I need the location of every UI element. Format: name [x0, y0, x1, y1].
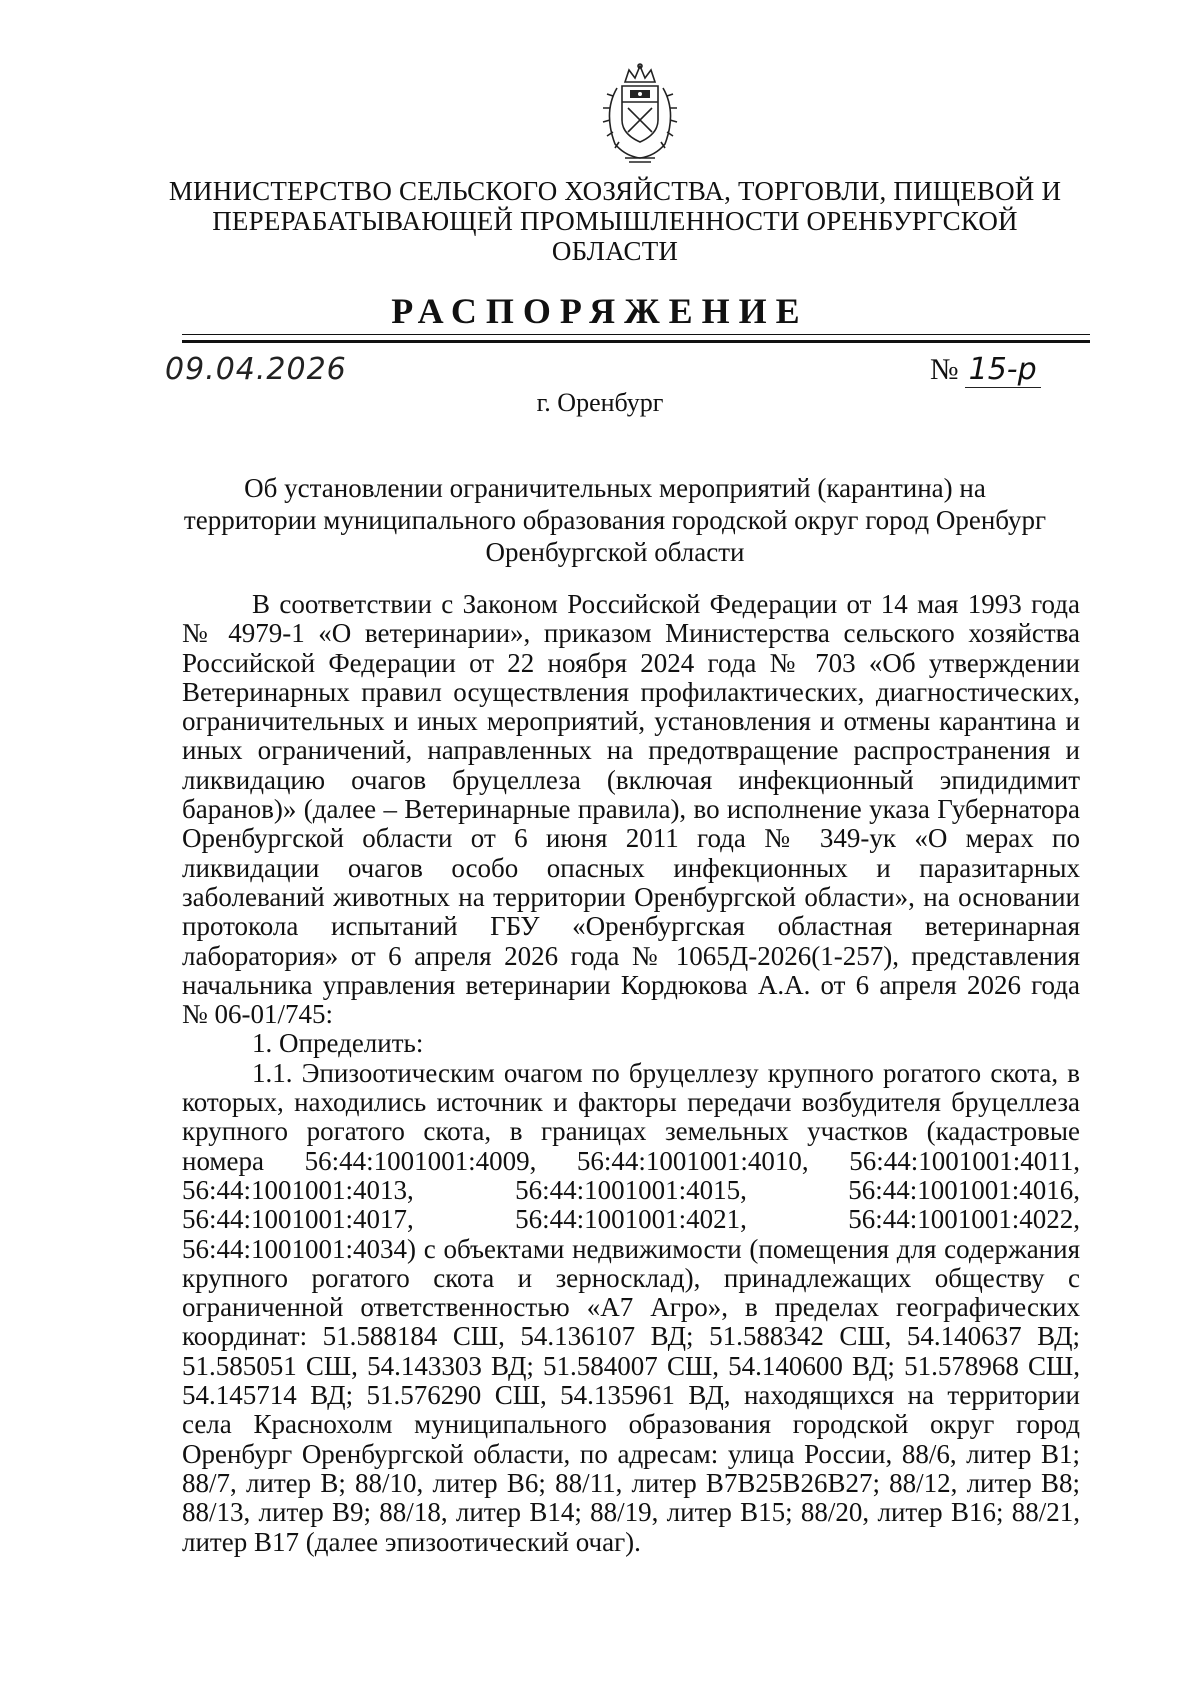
document-type-heading: РАСПОРЯЖЕНИЕ — [391, 291, 809, 331]
document-body — [182, 590, 1080, 1557]
subject-line: территории муниципального образования городской округ город Оренбург — [183, 505, 1047, 535]
header-divider-thin — [182, 334, 1090, 335]
document-subject — [170, 472, 1060, 568]
subject-line: Оренбургской области — [485, 537, 745, 567]
ministry-title — [150, 176, 1080, 266]
item-1-heading: 1. Определить: — [252, 1028, 424, 1059]
coat-of-arms-icon — [595, 62, 685, 164]
subject-line: Об установлении ограничительных мероприятий (карантина) на — [244, 473, 986, 503]
handwritten-date: 09.04.2026 — [165, 352, 347, 387]
item-1-1-paragraph: 1.1. Эпизоотическим очагом по бруцеллезу крупного рогатого скота, в которых, находились источник и факторы передачи возбудителя бруцеллеза крупного рогатого скота, в границах земельных участков (кадастровые номера 56:44:1001001:4009, 56:44:1001001:4010, 56:44:1001001:4011, 56:44:1001001:4013, 56:44:1001001:4015, 56:44:1001001:4016, 56:44:1001001:4017, 56:44:1001001:4021, 56:44:1001001:4022, 56:44:1001001:4034) с объектами недвижимости (помещения для содержания крупного рогатого скота и зерносклад), принадлежащих обществу с ограниченной ответственностью «А7 Агро», в пределах географических координат: 51.588184 СШ, 54.136107 ВД; 51.588342 СШ, 54.140637 ВД; 51.585051 СШ, 54.143303 ВД; 51.584007 СШ, 54.140600 ВД; 51.578968 СШ, 54.145714 ВД; 51.576290 СШ, 54.135961 ВД, находящихся на территории села Краснохолм муниципального образования городской округ город Оренбург Оренбургской области, по адресам: улица России, 88/6, литер В1; 88/7, литер В; 88/10, литер В6; 88/11, литер В7В25В26В27; 88/12, литер В8; 88/13, литер В9; 88/18, литер В14; 88/19, литер В15; 88/20, литер В16; 88/21, литер В17 (далее эпизоотический очаг). — [182, 1057, 1080, 1557]
ministry-title-line: МИНИСТЕРСТВО СЕЛЬСКОГО ХОЗЯЙСТВА, ТОРГОВЛИ, ПИЩЕВОЙ И — [168, 176, 1062, 206]
handwritten-number: 15-р — [965, 352, 1041, 388]
preamble-paragraph: В соответствии с Законом Российской Федерации от 14 мая 1993 года № 4979-1 «О ветеринарии», приказом Министерства сельского хозяйства Российской Федерации от 22 ноября 2024 года № 703 «Об утверждении Ветеринарных правил осуществления профилактических, диагностических, ограничительных и иных мероприятий, установления и отмены карантина и иных ограничений, направленных на предотвращение распространения и ликвидацию очагов бруцеллеза (включая инфекционный эпидидимит баранов)» (далее – Ветеринарные правила), во исполнение указа Губернатора Оренбургской области от 6 июня 2011 года № 349-ук «О мерах по ликвидации очагов особо опасных инфекционных и паразитарных заболеваний животных на территории Оренбургской области», на основании протокола испытаний ГБУ «Оренбургская областная ветеринарная лаборатория» от 6 апреля 2026 года № 1065Д-2026(1-257), представления начальника управления ветеринарии Кордюкова А.А. от 6 апреля 2026 года № 06-01/745: — [182, 589, 1080, 1030]
ministry-title-line: ПЕРЕРАБАТЫВАЮЩЕЙ ПРОМЫШЛЕННОСТИ ОРЕНБУРГСКОЙ — [212, 206, 1018, 236]
number-sign: № — [930, 353, 959, 386]
document-number — [930, 352, 1041, 388]
ministry-title-line: ОБЛАСТИ — [551, 236, 679, 266]
city-label: г. Оренбург — [536, 388, 664, 417]
header-divider-thick — [182, 340, 1090, 343]
